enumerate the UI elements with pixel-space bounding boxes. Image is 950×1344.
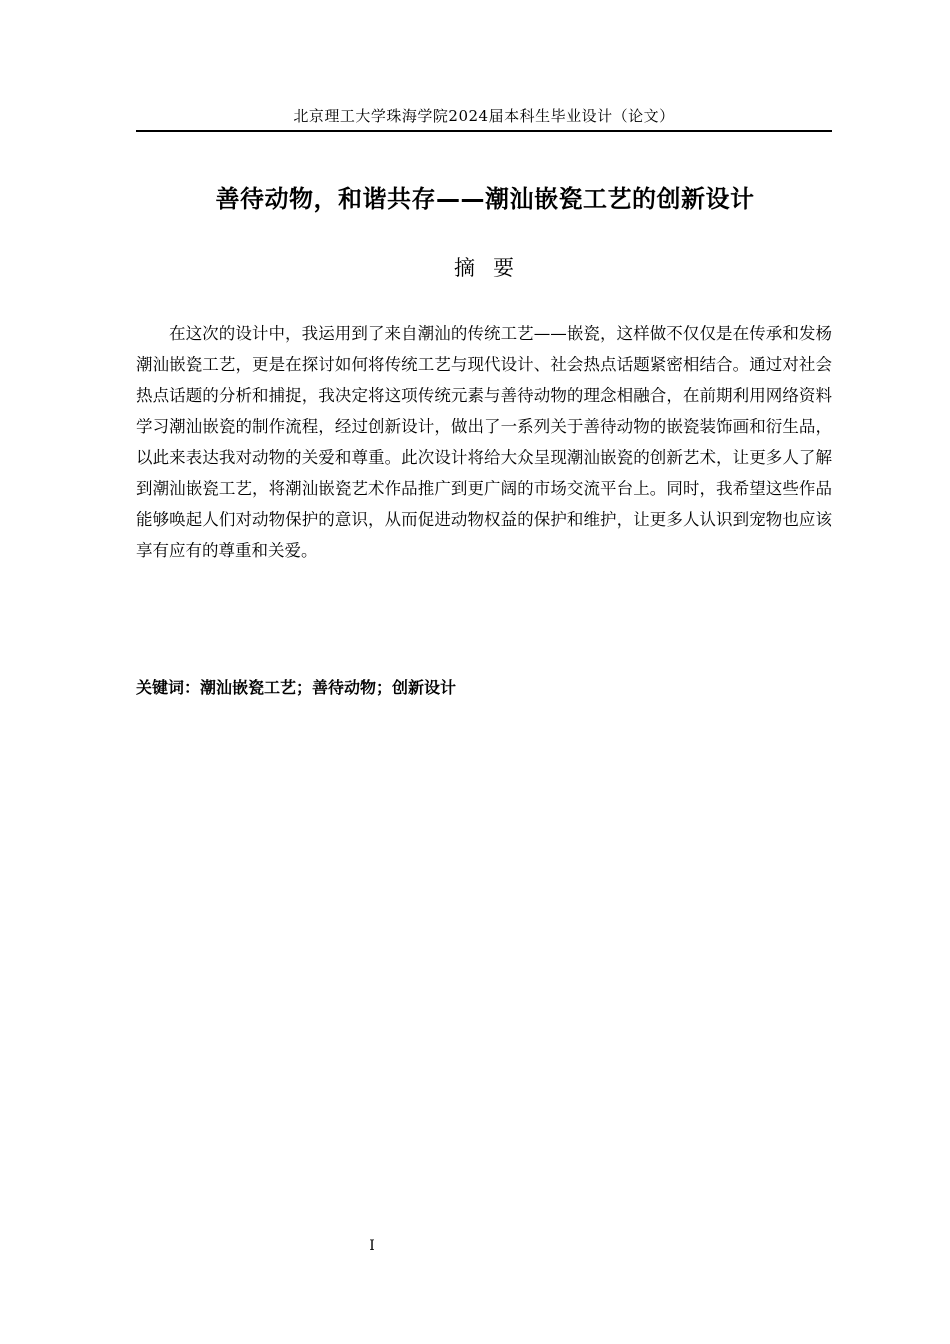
- document-title: 善待动物，和谐共存——潮汕嵌瓷工艺的创新设计: [215, 185, 755, 213]
- page-number: I: [369, 1238, 375, 1254]
- abstract-body: 在这次的设计中，我运用到了来自潮汕的传统工艺——嵌瓷，这样做不仅仅是在传承和发杨潮汕嵌瓷工艺，更是在探讨如何将传统工艺与现代设计、社会热点话题紧密相结合。通过对社会热点话题的分析和捕捉，我决定将这项传统元素与善待动物的理念相融合，在前期利用网络资料学习潮汕嵌瓷的制作流程，经过创新设计，做出了一系列关于善待动物的嵌瓷装饰画和衍生品，以此来表达我对动物的关爱和尊重。此次设计将给大众呈现潮汕嵌瓷的创新艺术，让更多人了解到潮汕嵌瓷工艺，将潮汕嵌瓷艺术作品推广到更广阔的市场交流平台上。同时，我希望这些作品能够唤起人们对动物保护的意识，从而促进动物权益的保护和维护，让更多人认识到宠物也应该享有应有的尊重和关爱。: [136, 324, 832, 560]
- abstract-heading: 摘要: [454, 256, 532, 280]
- header-divider: [136, 130, 832, 132]
- running-header: 北京理工大学珠海学院2024届本科生毕业设计（论文）: [293, 107, 675, 125]
- keywords-line: 关键词：潮汕嵌瓷工艺；善待动物；创新设计: [136, 678, 457, 697]
